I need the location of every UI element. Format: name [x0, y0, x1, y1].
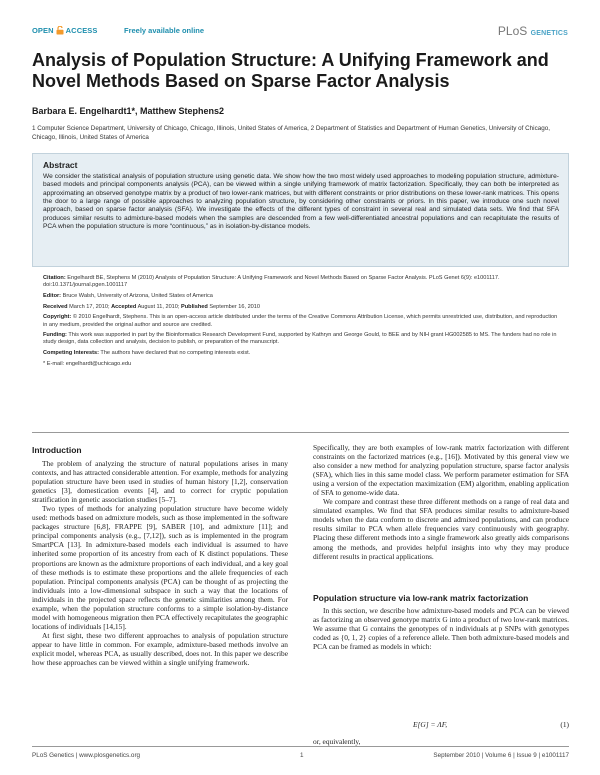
access-label: ACCESS — [65, 26, 98, 35]
population-structure-heading: Population structure via low-rank matrix factorization — [313, 593, 529, 603]
abstract-text: We consider the statistical analysis of population structure using genetic data. We show how the two most widely used approaches to modeling population structure, admixture-based models and principal components analysis (PCA), can be viewed within a single unifying framework of matrix factorization. Specifically, they can both be interpreted as approximating an observed genotype matrix by a product of two lower-rank matrices, but with different constraints or prior distributions on these lower-rank matrices. This opens the door to a large range of possible approaches to analyzing population structure, by considering other constraints or priors. In this paper, we introduce one such novel approach, based on sparse factor analysis (SFA). We investigate the effects of the different types of constraint in several real and simulated data sets. We find that SFA produces similar results to admixture-based models when the samples are descended from a few well-differentiated ancestral populations and can recapitulate the results of PCA when the population structure is more “continuous,” as in isolation-by-distance models. — [43, 173, 559, 231]
right-paragraph-3: In this section, we describe how admixture-based models and PCA can be viewed as factorizing an observed genotype matrix G into a product of two low-rank matrices. We assume that G contains the genotypes of n individuals at p SNPs with genotypes coded as {0, 1, 2} copies of a reference allele. Then both admixture-based models and PCA can be framed as models in which: — [313, 606, 569, 652]
journal-header — [32, 24, 568, 44]
citation-line: Citation: Engelhardt BE, Stephens M (2010) Analysis of Population Structure: A Unifying Framework and Novel Methods Based on Sparse Factor Analysis. PLoS Genet 6(9): e1001117. doi:10.1371/journal.pgen.1001117 — [43, 275, 500, 289]
intro-paragraph-1: The problem of analyzing the structure of natural populations arises in many contexts, and has attracted considerable attention. For example, methods for analyzing population structure have been used in studies of human history [1,2], conservation genetics [3], domestication events [4], and to correct for cryptic population stratification in genetic association studies [5–7]. — [32, 459, 288, 505]
dates-line: Received March 17, 2010; Accepted August 11, 2010; Published September 16, 2010 — [43, 303, 261, 310]
open-access-logo — [32, 26, 98, 35]
page-number: 1 — [300, 752, 304, 759]
open-label: OPEN — [32, 26, 54, 35]
page-footer — [32, 746, 569, 761]
equation-1 — [313, 720, 569, 730]
article-title: Analysis of Population Structure: A Unifying Framework and Novel Methods Based on Sparse Factor Analysis — [32, 50, 549, 91]
right-column-section — [313, 606, 569, 651]
section-divider — [32, 432, 569, 433]
funding-line: Funding: This work was supported in part by the Bioinformatics Research Development Fund, supported by Kathryn and George Gould, to BEE and by NIH grant HG002585 to MS. The funders had no role in study design, data collection and analysis, decision to publish, or preparation of the manuscript. — [43, 332, 557, 346]
freely-available-label: Freely available online — [124, 26, 205, 35]
right-paragraph-1: Specifically, they are both examples of low-rank matrix factorization with different constraints on the factorized matrices (e.g., [16]). Motivated by this general view we also consider a new method for analyzing population structure, sparse factor analysis (SFA), which lies in this same model class. We perform parameter estimation for SFA using a version of the expectation maximization (EM) algorithm, enabling application of SFA to genome-wide data. — [313, 443, 569, 498]
intro-paragraph-2: Two types of methods for analyzing population structure have become widely used: methods based on admixture models, such as those implemented in the software packages structure [6,8], FRAPPE [9], SABER [10], and admixture [11]; and principal components analysis (e.g., [7,12]), such as is implemented in the program SmartPCA [13]. In admixture-based models each individual is assumed to have inherited some proportion of its ancestry from each of K distinct populations. These proportions are known as the admixture proportions of each individual, and a key goal of these methods is to estimate these proportions and the allele frequencies of each population. Principal components analysis (PCA) can be thought of as projecting the individuals into a low-dimensional subspace in such a way that the locations of individuals in the projected space reflects the genetic similarities among them. For example, when the population structure conforms to a simple isolation-by-distance model with homogeneous migration then PCA effectively recapitulates the geographic locations of individuals [14,15]. — [32, 504, 288, 631]
footer-journal-link[interactable]: PLoS Genetics | www.plosgenetics.org — [32, 752, 141, 759]
author-list: Barbara E. Engelhardt1*, Matthew Stephens2 — [32, 106, 225, 116]
competing-interests-line: Competing Interests: The authors have declared that no competing interests exist. — [43, 350, 251, 357]
left-column — [32, 459, 288, 667]
footer-issue-info: September 2010 | Volume 6 | Issue 9 | e1001117 — [433, 752, 569, 759]
copyright-line: Copyright: © 2010 Engelhardt, Stephens. This is an open-access article distributed under the terms of the Creative Commons Attribution License, which permits unrestricted use, distribution, and reproduction in any medium, provided the original author and source are credited. — [43, 314, 558, 328]
open-lock-icon — [56, 26, 64, 35]
email-line[interactable]: * E-mail: engelhardt@uchicago.edu — [43, 360, 132, 367]
article-metadata — [43, 275, 563, 368]
right-column — [313, 443, 569, 561]
equation-expression: E[G] = ΛF, — [413, 720, 448, 729]
intro-paragraph-3: At first sight, these two different approaches to analysis of population structure appear to have little in common. For example, admixture-based methods involve an explicit model, whereas PCA, as usually described, does not. In this paper we describe how these approaches can be viewed within a single unifying framework. — [32, 630, 288, 668]
plos-genetics-logo — [498, 24, 568, 38]
abstract-heading: Abstract — [43, 160, 78, 170]
equivalently-text: or, equivalently, — [313, 737, 361, 746]
genetics-wordmark: GENETICS — [530, 30, 568, 37]
right-paragraph-2: We compare and contrast these three different methods on a range of real data and simulated examples. We find that SFA produces similar results to admixture-based models when the data conform to discrete and admixed populations, and can produce results similar to PCA when allele frequencies vary continuously with geography. Placing these different methods into a single framework also greatly aids comparisons among the methods, and provides helpful insights into why they may produce different results in practical applications. — [313, 497, 569, 561]
introduction-heading: Introduction — [32, 445, 82, 455]
equation-number: (1) — [560, 720, 569, 729]
plos-wordmark: PLoS — [497, 24, 528, 38]
affiliations: 1 Computer Science Department, University of Chicago, Chicago, Illinois, United States of America, 2 Department of Statistics and Department of Human Genetics, University of Chicago, Chicago, Illinois, United States of America — [32, 125, 550, 141]
editor-line: Editor: Bruce Walsh, University of Arizona, United States of America — [43, 292, 213, 299]
